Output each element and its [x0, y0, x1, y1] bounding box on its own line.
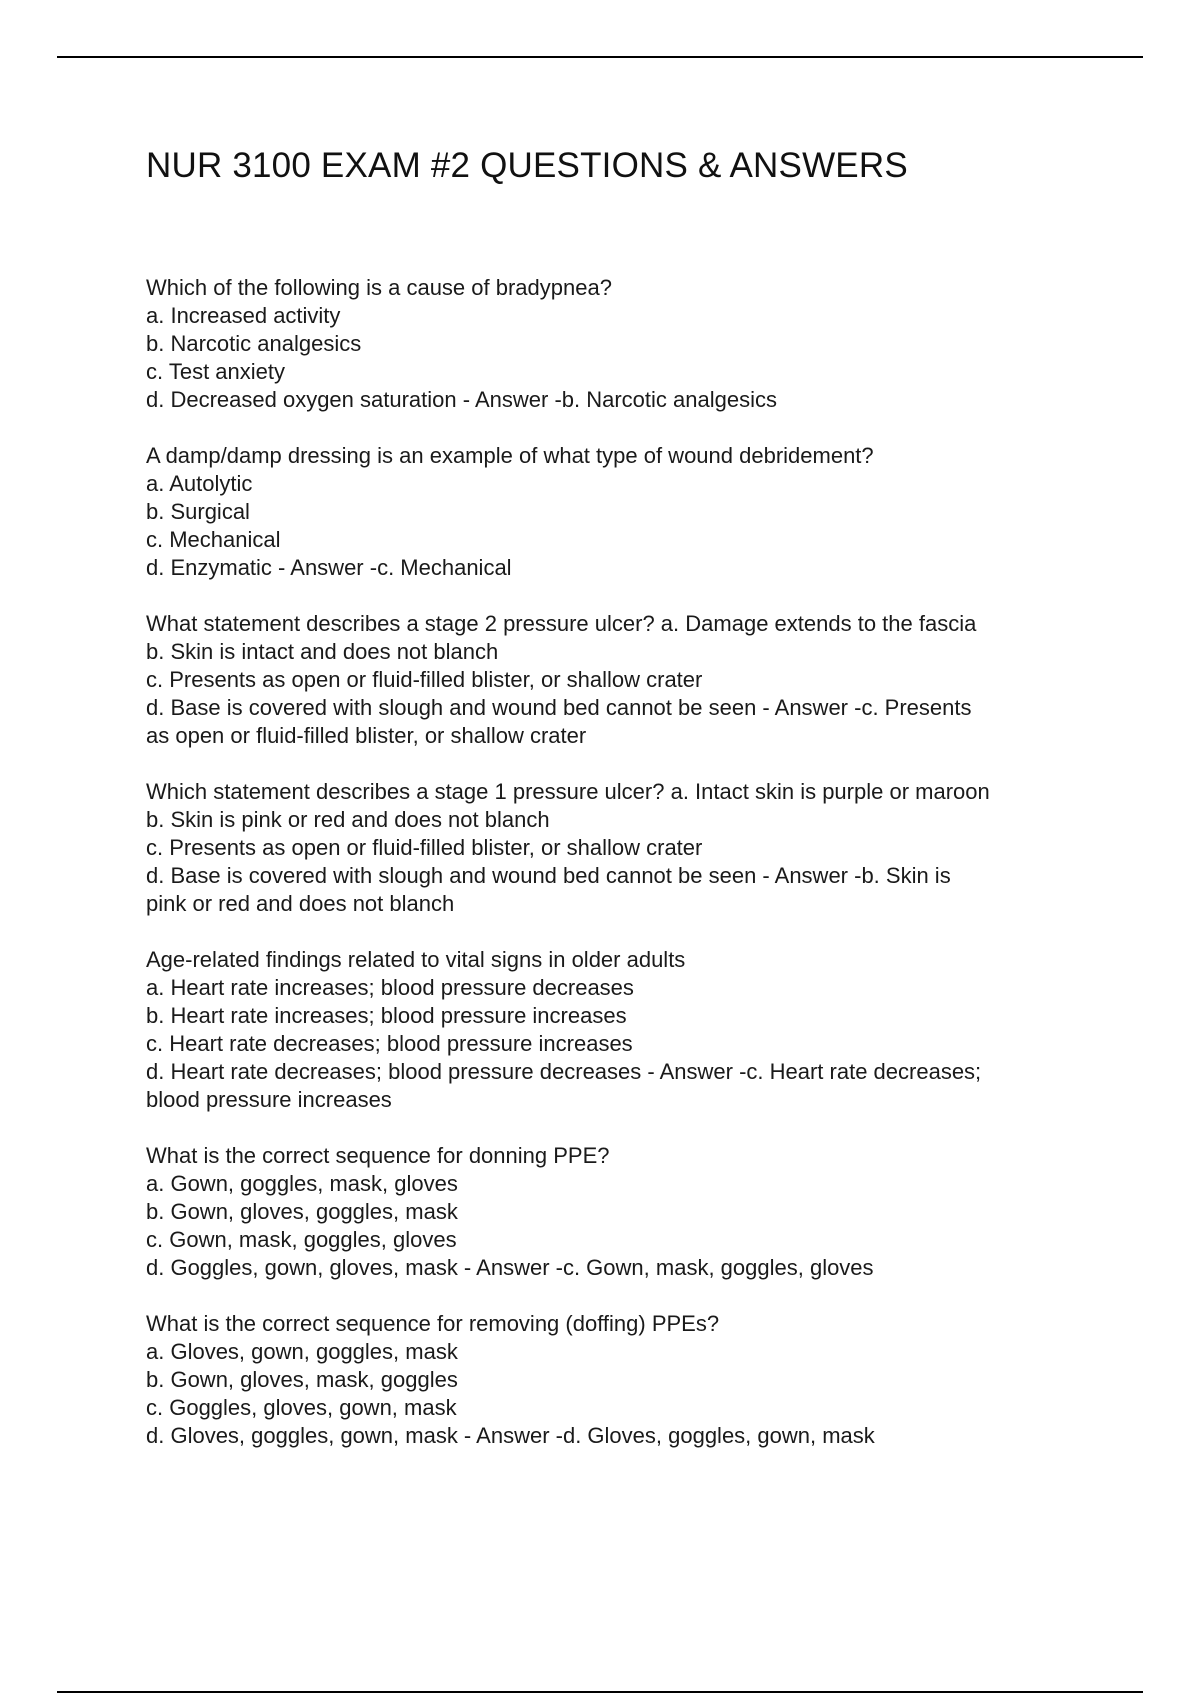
option-d-with-answer: d. Goggles, gown, gloves, mask - Answer -c. Gown, mask, goggles, gloves	[146, 1255, 874, 1280]
option-b: b. Narcotic analgesics	[146, 331, 362, 356]
option-a: a. Gown, goggles, mask, gloves	[146, 1171, 458, 1196]
top-rule	[57, 56, 1143, 58]
answer-continuation: pink or red and does not blanch	[146, 891, 455, 916]
option-c: c. Presents as open or fluid-filled blister, or shallow crater	[146, 667, 703, 692]
option-d-with-answer: d. Decreased oxygen saturation - Answer -b. Narcotic analgesics	[146, 387, 777, 412]
option-c: c. Heart rate decreases; blood pressure increases	[146, 1031, 633, 1056]
question-block-5	[146, 946, 1106, 1114]
option-c: c. Mechanical	[146, 527, 281, 552]
option-b: b. Skin is pink or red and does not blanch	[146, 807, 550, 832]
option-d-with-answer: d. Heart rate decreases; blood pressure decreases - Answer -c. Heart rate decreases;	[146, 1059, 982, 1084]
question-text: What is the correct sequence for donning PPE?	[146, 1143, 610, 1168]
option-d-with-answer: d. Enzymatic - Answer -c. Mechanical	[146, 555, 512, 580]
option-b: b. Gown, gloves, goggles, mask	[146, 1199, 458, 1224]
question-block-2	[146, 442, 1106, 582]
option-c: c. Presents as open or fluid-filled blister, or shallow crater	[146, 835, 703, 860]
question-text: Which of the following is a cause of bradypnea?	[146, 275, 612, 300]
option-a: a. Gloves, gown, goggles, mask	[146, 1339, 458, 1364]
question-block-3	[146, 610, 1106, 750]
option-a: a. Heart rate increases; blood pressure decreases	[146, 975, 634, 1000]
option-d-with-answer: d. Base is covered with slough and wound bed cannot be seen - Answer -b. Skin is	[146, 863, 951, 888]
question-block-4	[146, 778, 1106, 918]
option-c: c. Gown, mask, goggles, gloves	[146, 1227, 457, 1252]
option-d-with-answer: d. Base is covered with slough and wound bed cannot be seen - Answer -c. Presents	[146, 695, 972, 720]
document-body	[146, 144, 1106, 1478]
answer-continuation: as open or fluid-filled blister, or shallow crater	[146, 723, 587, 748]
bottom-rule	[57, 1691, 1143, 1693]
question-text: Which statement describes a stage 1 pressure ulcer? a. Intact skin is purple or maroon	[146, 779, 990, 804]
option-b: b. Skin is intact and does not blanch	[146, 639, 499, 664]
option-c: c. Goggles, gloves, gown, mask	[146, 1395, 457, 1420]
option-a: a. Increased activity	[146, 303, 341, 328]
option-b: b. Heart rate increases; blood pressure increases	[146, 1003, 627, 1028]
option-a: a. Autolytic	[146, 471, 253, 496]
question-block-7	[146, 1310, 1106, 1450]
question-block-6	[146, 1142, 1106, 1282]
option-c: c. Test anxiety	[146, 359, 285, 384]
question-text: Age-related findings related to vital signs in older adults	[146, 947, 686, 972]
option-b: b. Gown, gloves, mask, goggles	[146, 1367, 458, 1392]
option-b: b. Surgical	[146, 499, 250, 524]
answer-continuation: blood pressure increases	[146, 1087, 392, 1112]
question-text: A damp/damp dressing is an example of what type of wound debridement?	[146, 443, 874, 468]
option-d-with-answer: d. Gloves, goggles, gown, mask - Answer -d. Gloves, goggles, gown, mask	[146, 1423, 875, 1448]
question-block-1	[146, 274, 1106, 414]
question-text: What statement describes a stage 2 pressure ulcer? a. Damage extends to the fascia	[146, 611, 977, 636]
document-title: NUR 3100 EXAM #2 QUESTIONS & ANSWERS	[146, 146, 908, 185]
question-text: What is the correct sequence for removing (doffing) PPEs?	[146, 1311, 720, 1336]
question-list	[146, 274, 1106, 1450]
